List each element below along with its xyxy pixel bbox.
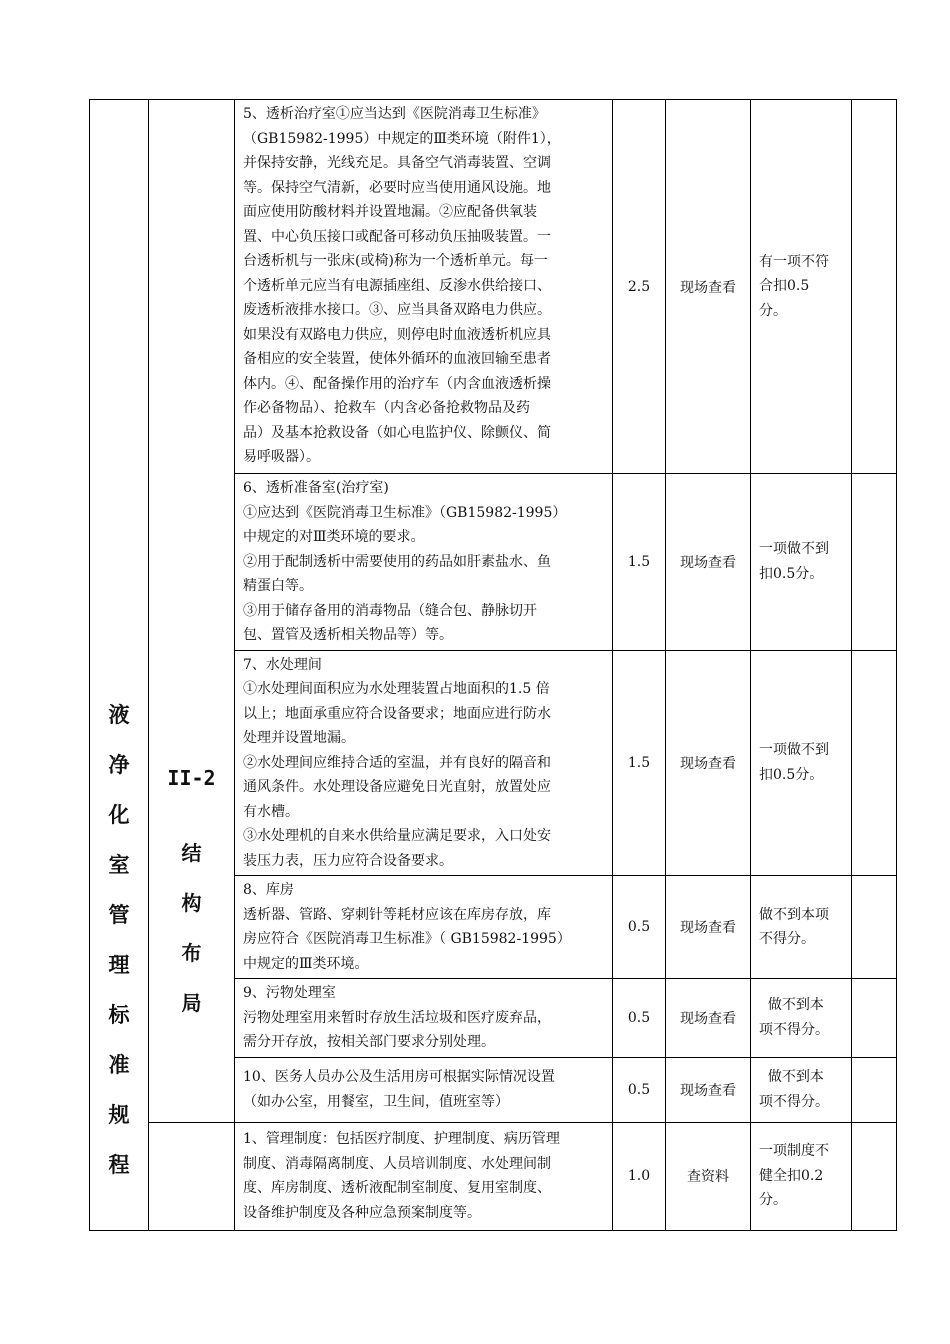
text-line: 一项做不到 xyxy=(759,742,829,759)
row-method: 查资料 xyxy=(666,1122,751,1230)
text-line: 透析器、管路、穿刺针等耗材应该在库房存放，库 xyxy=(243,906,551,923)
row-content xyxy=(235,650,613,876)
row-content xyxy=(235,100,613,474)
text-line: ③用于储存备用的消毒物品（缝合包、静脉切开 xyxy=(243,602,537,619)
text-line: 做不到本项 xyxy=(759,906,829,923)
row-content xyxy=(235,474,613,651)
text-line: 中规定的对Ⅲ类环境的要求。 xyxy=(243,529,425,545)
text-line: 合扣0.5 xyxy=(759,278,810,295)
row-method: 现场查看 xyxy=(666,650,751,876)
text-line: 扣0.5分。 xyxy=(759,766,824,783)
text-line: 需分开存放，按相关部门要求分别处理。 xyxy=(243,1034,495,1050)
row-content xyxy=(235,979,613,1058)
text-line: 品）及基本抢救设备（如心电监护仪、除颤仪、简 xyxy=(243,424,551,441)
text-line: 项不得分。 xyxy=(759,1093,829,1110)
text-line: 分。 xyxy=(759,302,787,319)
text-line: ②水处理间应维持合适的室温，并有良好的隔音和 xyxy=(243,754,551,771)
row-score: 1.0 xyxy=(613,1122,666,1230)
text-line: 房应符合《医院消毒卫生标准》（ GB15982-1995） xyxy=(243,931,571,947)
text-line: 8、库房 xyxy=(243,882,294,898)
row-content xyxy=(235,1122,613,1230)
row-content xyxy=(235,876,613,979)
text-line: （GB15982-1995）中规定的Ⅲ类环境（附件1）， xyxy=(243,130,561,147)
standards-table xyxy=(89,99,897,1231)
text-line: 备相应的安全装置，使体外循环的血液回输至患者 xyxy=(243,351,551,367)
text-line: ②用于配制透析中需要使用的药品如肝素盐水、鱼 xyxy=(243,553,551,570)
text-line: 废透析液排水接口。③、应当具备双路电力供应。 xyxy=(243,302,551,318)
row-score: 0.5 xyxy=(613,876,666,979)
row-blank xyxy=(852,979,897,1058)
text-line: 个透析单元应当有电源插座组、反渗水供给接口、 xyxy=(243,277,551,294)
section-code: II-2 xyxy=(167,765,216,790)
text-line: 有水槽。 xyxy=(243,803,299,820)
section-char: 构 xyxy=(181,890,202,915)
table-row xyxy=(90,100,897,474)
category-char: 室 xyxy=(108,851,130,877)
row-rule xyxy=(751,1057,852,1122)
text-line: 装压力表，压力应符合设备要求。 xyxy=(243,852,453,869)
text-line: 7、水处理间 xyxy=(243,656,322,673)
text-line: （如办公室，用餐室，卫生间，值班室等） xyxy=(243,1093,509,1110)
row-rule xyxy=(751,100,852,474)
text-line: 等。保持空气清新，必要时应当使用通风设施。地 xyxy=(243,179,551,196)
text-line: 项不得分。 xyxy=(759,1021,829,1038)
text-line: 分。 xyxy=(759,1192,787,1209)
text-line: 10、医务人员办公及生活用房可根据实际情况设置 xyxy=(243,1069,555,1085)
category-cell xyxy=(90,100,149,1231)
row-method: 现场查看 xyxy=(666,474,751,651)
text-line: 5、透析治疗室①应当达到《医院消毒卫生标准》 xyxy=(243,106,546,122)
text-line: 6、透析准备室(治疗室) xyxy=(243,480,389,496)
text-line: 包、置管及透析相关物品等）等。 xyxy=(243,627,453,643)
section-cell xyxy=(149,100,235,1123)
text-line: 一项做不到 xyxy=(759,541,829,558)
text-line: ③水处理机的自来水供给量应满足要求，入口处安 xyxy=(243,828,551,844)
text-line: 做不到本 xyxy=(759,1069,824,1085)
category-char: 准 xyxy=(108,1051,130,1077)
row-rule xyxy=(751,474,852,651)
row-rule xyxy=(751,876,852,979)
row-score: 2.5 xyxy=(613,100,666,474)
row-blank xyxy=(852,876,897,979)
text-line: 通风条件。水处理设备应避免日光直射，放置处应 xyxy=(243,779,551,795)
text-line: 中规定的Ⅲ类环境。 xyxy=(243,955,369,972)
row-blank xyxy=(852,1057,897,1122)
row-rule xyxy=(751,650,852,876)
category-char: 标 xyxy=(108,1001,130,1027)
text-line: 作必备物品）、抢救车（内含必备抢救物品及药 xyxy=(243,400,530,416)
section-char: 布 xyxy=(181,940,202,965)
row-method: 现场查看 xyxy=(666,979,751,1058)
row-blank xyxy=(852,650,897,876)
section-char: 结 xyxy=(181,840,202,865)
row-blank xyxy=(852,1122,897,1230)
text-line: 不得分。 xyxy=(759,931,815,947)
row-score: 0.5 xyxy=(613,1057,666,1122)
text-line: 如果没有双路电力供应，则停电时血液透析机应具 xyxy=(243,326,551,343)
text-line: 扣0.5分。 xyxy=(759,565,824,582)
row-rule xyxy=(751,979,852,1058)
text-line: 置、中心负压接口或配备可移动负压抽吸装置。一 xyxy=(243,228,551,245)
row-blank xyxy=(852,474,897,651)
row-score: 1.5 xyxy=(613,474,666,651)
row-method: 现场查看 xyxy=(666,876,751,979)
text-line: 以上；地面承重应符合设备要求；地面应进行防水 xyxy=(243,705,551,722)
category-char: 程 xyxy=(108,1151,130,1177)
row-content xyxy=(235,1057,613,1122)
text-line: 设备维护制度及各种应急预案制度等。 xyxy=(243,1204,481,1221)
category-char: 规 xyxy=(108,1101,130,1127)
row-rule xyxy=(751,1122,852,1230)
text-line: 污物处理室用来暂时存放生活垃圾和医疗废弃品， xyxy=(243,1009,551,1026)
text-line: 精蛋白等。 xyxy=(243,578,313,594)
row-method: 现场查看 xyxy=(666,1057,751,1122)
text-line: 制度、消毒隔离制度、人员培训制度、水处理间制 xyxy=(243,1155,551,1172)
category-char: 液 xyxy=(108,701,130,727)
text-line: 易呼吸器）。 xyxy=(243,449,320,465)
category-char: 管 xyxy=(108,901,130,927)
category-char: 净 xyxy=(108,751,130,777)
text-line: ①水处理间面积应为水处理装置占地面积的1.5 倍 xyxy=(243,681,550,697)
text-line: 9、污物处理室 xyxy=(243,985,336,1001)
text-line: 健全扣0.2 xyxy=(759,1167,824,1184)
text-line: 一项制度不 xyxy=(759,1143,829,1160)
text-line: 度、库房制度、透析液配制室制度、复用室制度、 xyxy=(243,1180,551,1196)
text-line: 体内。④、配备操作用的治疗车（内含血液透析操 xyxy=(243,375,551,392)
category-char: 理 xyxy=(108,951,130,977)
row-score: 1.5 xyxy=(613,650,666,876)
text-line: 面应使用防酸材料并设置地漏。②应配备供氧装 xyxy=(243,204,537,220)
text-line: 做不到本 xyxy=(759,997,824,1014)
text-line: ①应达到《医院消毒卫生标准》（GB15982-1995） xyxy=(243,504,567,521)
row-method: 现场查看 xyxy=(666,100,751,474)
section-char: 局 xyxy=(181,990,202,1015)
text-line: 处理并设置地漏。 xyxy=(243,730,355,746)
table-row xyxy=(90,1122,897,1230)
text-line: 台透析机与一张床(或椅)称为一个透析单元。每一 xyxy=(243,253,548,269)
category-char: 化 xyxy=(108,801,130,827)
row-blank xyxy=(852,100,897,474)
row-score: 0.5 xyxy=(613,979,666,1058)
text-line: 并保持安静，光线充足。具备空气消毒装置、空调 xyxy=(243,155,551,171)
section-cell-empty xyxy=(149,1122,235,1230)
text-line: 有一项不符 xyxy=(759,253,829,270)
text-line: 1、管理制度：包括医疗制度、护理制度、病历管理 xyxy=(243,1131,560,1147)
